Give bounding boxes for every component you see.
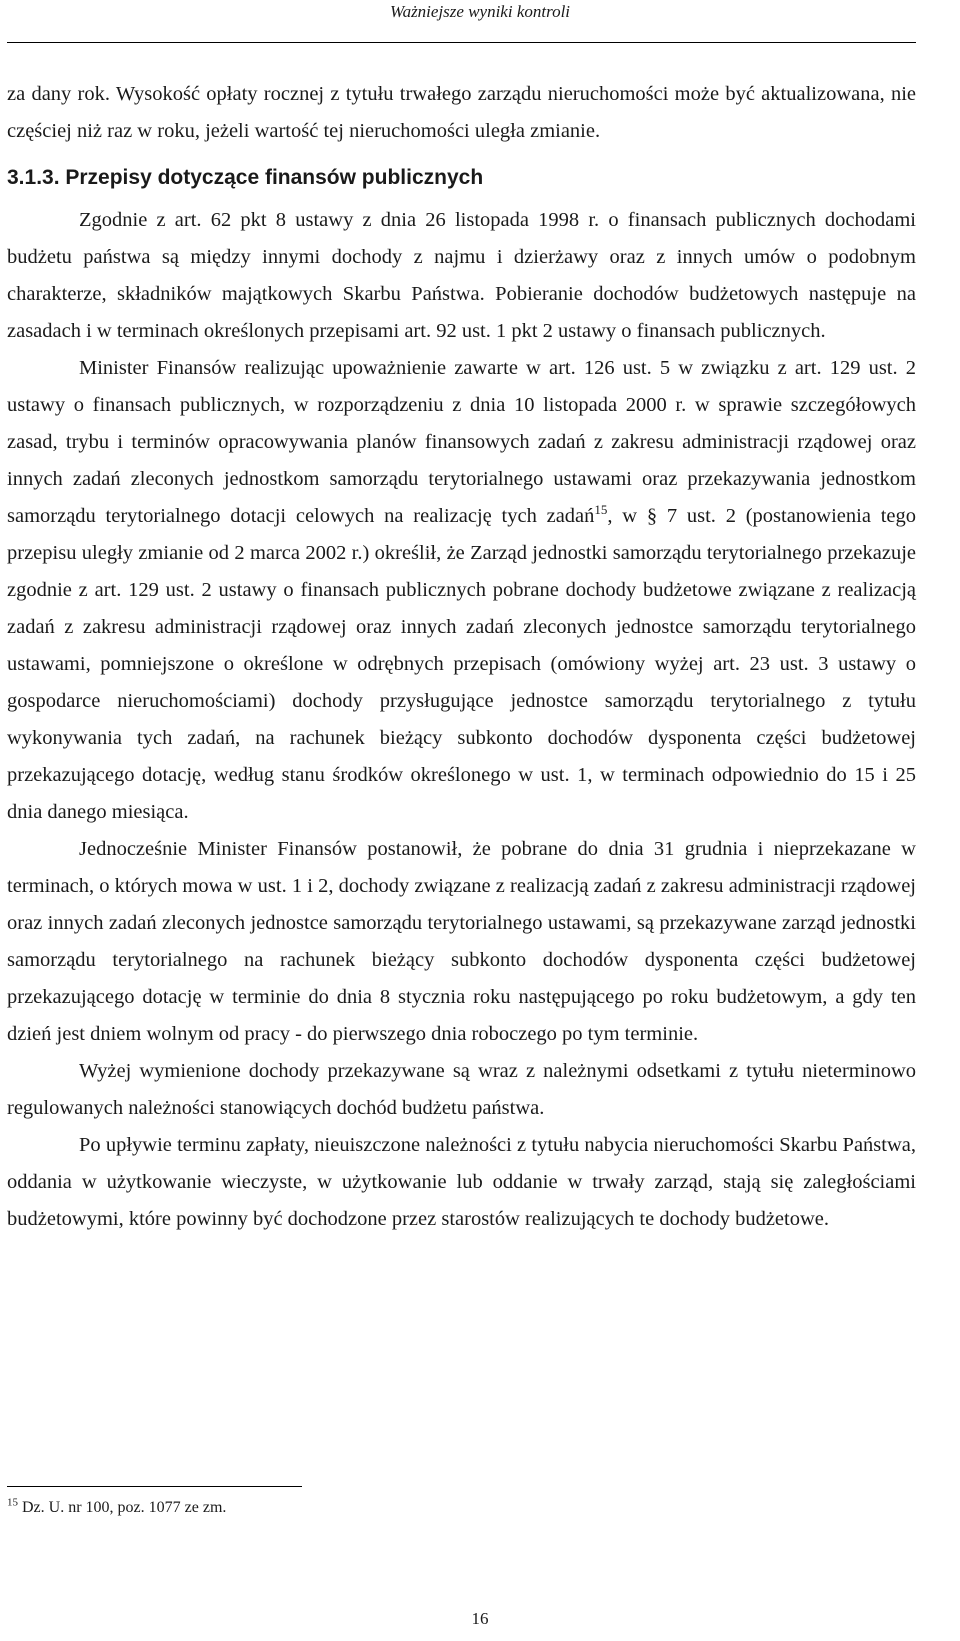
running-title: Ważniejsze wyniki kontroli xyxy=(389,2,571,21)
header-divider xyxy=(7,42,916,43)
paragraph-art-62: Zgodnie z art. 62 pkt 8 ustawy z dnia 26 listopada 1998 r. o finansach publicznych dochodami budżetu państwa są między innymi dochody z najmu i dzierżawy oraz z innych umów o podobnym charakterze, składników majątkowych Skarbu Państwa. Pobieranie dochodów budżetowych następuje na zasadach i w terminach określonych przepisami art. 92 ust. 1 pkt 2 ustawy o finansach publicznych. xyxy=(7,209,916,342)
paragraph-minister-regulation xyxy=(7,350,916,831)
running-header xyxy=(0,0,960,30)
paragraph-interest: Wyżej wymienione dochody przekazywane są wraz z należnymi odsetkami z tytułu nieterminowo regulowanych należności stanowiących dochód budżetu państwa. xyxy=(7,1060,916,1119)
paragraph-text-part1: Minister Finansów realizując upoważnienie zawarte w art. 126 ust. 5 w związku z art. 129 ust. 2 ustawy o finansach publicznych, w rozporządzeniu z dnia 10 listopada 2000 r. w sprawie szczegółowych zasad, trybu i terminów opracowywania planów finansowych zadań z zakresu administracji rządowej oraz innych zadań zleconych jednostkom samorządu terytorialnego ustawami oraz przekazywania jednostkom samorządu terytorialnego dotacji celowych na realizację tych zadań xyxy=(7,357,916,527)
paragraph-arrears: Po upływie terminu zapłaty, nieuiszczone należności z tytułu nabycia nieruchomości Skarbu Państwa, oddania w użytkowanie wieczyste, w użytkowanie lub oddanie w trwały zarząd, stają się zaległościami budżetowymi, które powinny być dochodzone przez starostów realizujących te dochody budżetowe. xyxy=(7,1134,916,1230)
section-heading: 3.1.3. Przepisy dotyczące finansów publicznych xyxy=(7,166,484,189)
footnote xyxy=(7,1494,916,1522)
paragraph-text-part2: , w § 7 ust. 2 (postanowienia tego przepisu uległy zmianie od 2 marca 2002 r.) określił, że Zarząd jednostki samorządu terytorialnego przekazuje zgodnie z art. 129 ust. 2 ustawy o finansach publicznych pobrane dochody budżetowe związane z realizacją zadań z zakresu administracji rządowej oraz innych zadań zleconych jednostce samorządu terytorialnego ustawami, pomniejszone o określone w odrębnych przepisach (omówiony wyżej art. 23 ust. 3 ustawy o gospodarce nieruchomościami) dochody przysługujące jednostce samorządu terytorialnego z tytułu wykonywania tych zadań, na rachunek bieżący subkonto dochodów dysponenta części budżetowej przekazującego dotację, według stanu środków określonego w ust. 1, w terminach odpowiednio do 15 i 25 dnia danego miesiąca. xyxy=(7,505,917,823)
page-body xyxy=(7,76,916,1238)
footnote-text: Dz. U. nr 100, poz. 1077 ze zm. xyxy=(18,1499,227,1516)
footnote-divider xyxy=(7,1486,302,1487)
page-number: 16 xyxy=(471,1609,489,1628)
paragraph-deadline-rules: Jednocześnie Minister Finansów postanowił, że pobrane do dnia 31 grudnia i nieprzekazane w terminach, o których mowa w ust. 1 i 2, dochody związane z realizacją zadań z zakresu administracji rządowej oraz innych zadań zleconych jednostce samorządu terytorialnego ustawami, są przekazywane zarząd jednostki samorządu terytorialnego na rachunek bieżący subkonto dochodów dysponenta części budżetowej przekazującego dotację w terminie do dnia 8 stycznia roku następującego po roku budżetowym, a gdy ten dzień jest dniem wolnym od pracy - do pierwszego dnia roboczego po tym terminie. xyxy=(7,838,916,1045)
footnote-reference[interactable]: 15 xyxy=(594,502,608,518)
paragraph-continuation: za dany rok. Wysokość opłaty rocznej z tytułu trwałego zarządu nieruchomości może być aktualizowana, nie częściej niż raz w roku, jeżeli wartość tej nieruchomości uległa zmianie. xyxy=(7,83,916,142)
footnote-number: 15 xyxy=(7,1496,18,1509)
